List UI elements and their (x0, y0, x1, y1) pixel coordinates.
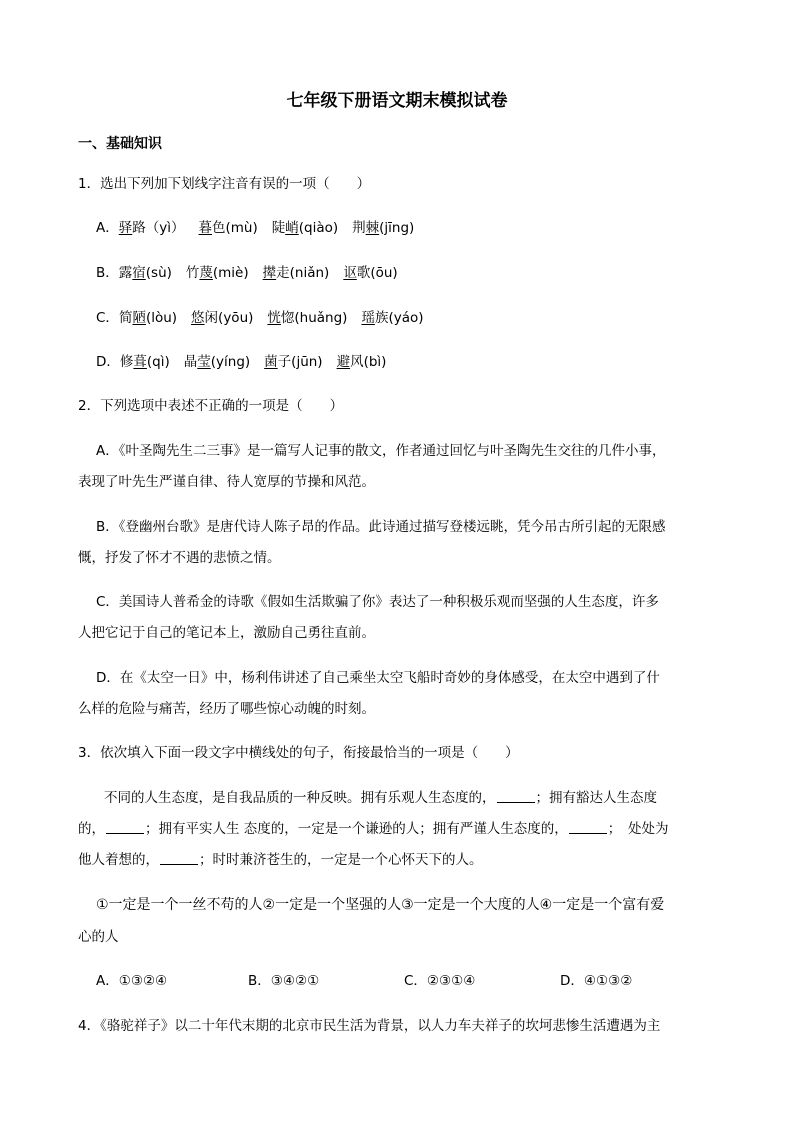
q3-option-a[interactable]: A．①③②④ (96, 973, 168, 989)
option-label: B． (96, 265, 119, 281)
pinyin: (yáo) (388, 310, 424, 326)
page-title: 七年级下册语文期末模拟试卷 (286, 91, 508, 111)
q1-option-a[interactable] (96, 218, 414, 238)
q3-option-d[interactable]: D．④①③② (560, 973, 633, 989)
word-char: 陡 (271, 220, 286, 236)
pinyin: (ōu) (370, 265, 398, 281)
pinyin: (niǎn) (289, 265, 330, 281)
q3-passage-line2 (78, 819, 669, 839)
q2-stem: 2．下列选项中表述不正确的一项是（ ） (78, 398, 344, 414)
passage-text: ；拥有豁达人生态度 (535, 790, 657, 806)
word-char: 瑶 (361, 310, 375, 326)
pinyin-item (119, 265, 172, 281)
word-char: 避 (336, 354, 351, 370)
q2-option-d-line1[interactable]: D．在《太空一日》中，杨利伟讲述了自己乘坐太空飞船时奇妙的身体感受，在太空中遇到了什 (96, 670, 660, 686)
pinyin-item (352, 220, 414, 236)
word-char: 子 (277, 354, 292, 370)
word-char: 竹 (185, 265, 200, 281)
pinyin: (bì) (363, 354, 387, 370)
pinyin-item (184, 354, 250, 370)
fill-blank-1[interactable] (497, 788, 535, 803)
fill-blank-4[interactable] (160, 850, 198, 865)
q2-option-c-line2: 人把它记于自己的笔记本上，激励自己勇往直前。 (78, 625, 375, 641)
pinyin-item (337, 354, 387, 370)
pinyin-item (199, 220, 258, 236)
option-label: D． (96, 354, 120, 370)
passage-text: ； 处处为 (607, 821, 669, 837)
pinyin: (huǎng) (294, 310, 348, 326)
pinyin: (sù) (145, 265, 172, 281)
q3-passage-line3 (78, 850, 483, 870)
q3-sentences-line2: 心的人 (78, 929, 119, 945)
pinyin: (qiào) (298, 220, 339, 236)
pinyin-item (263, 265, 330, 281)
word-char: 恍 (267, 310, 281, 326)
q2-option-a-line1[interactable]: A．《叶圣陶先生二三事》是一篇写人记事的散文，作者通过回忆与叶圣陶先生交往的几件小事， (96, 443, 666, 459)
passage-text: 不同的人生态度，是自我品质的一种反映。拥有乐观人生态度的， (104, 790, 496, 806)
pinyin: （yì） (145, 220, 185, 236)
word-char: 暮 (198, 220, 212, 236)
passage-text: ；拥有平实人生 态度的，一定是一个谦逊的人；拥有严谨人生态度的， (145, 821, 568, 837)
word-char: 棘 (365, 220, 380, 236)
q1-option-c[interactable] (96, 308, 424, 328)
q2-option-b-line2: 慨，抒发了怀才不遇的悲愤之情。 (78, 550, 281, 566)
word-char: 驿 (118, 220, 133, 236)
word-char: 悠 (191, 310, 205, 326)
pinyin-item (186, 265, 249, 281)
word-char: 风 (350, 354, 364, 370)
word-char: 葺 (133, 354, 147, 370)
pinyin-item (272, 220, 338, 236)
word-char: 露 (118, 265, 133, 281)
word-char: 族 (374, 310, 389, 326)
fill-blank-3[interactable] (569, 819, 607, 834)
word-char: 菌 (264, 354, 278, 370)
q3-sentences-line1: ①一定是一个一丝不苟的人②一定是一个坚强的人③一定是一个大度的人④一定是一个富有爱 (96, 897, 665, 913)
word-char: 惚 (280, 310, 295, 326)
pinyin-item (119, 310, 177, 326)
pinyin: (qì) (146, 354, 170, 370)
q1-option-d[interactable] (96, 352, 386, 372)
pinyin-item (264, 354, 322, 370)
pinyin-item (120, 354, 170, 370)
option-label: C． (96, 310, 119, 326)
q3-option-c[interactable]: C．②③①④ (404, 973, 476, 989)
word-char: 走 (276, 265, 290, 281)
word-char: 莹 (197, 354, 211, 370)
word-char: 蔑 (199, 265, 213, 281)
passage-text: 他人着想的， (78, 852, 159, 868)
word-char: 荆 (352, 220, 366, 236)
q3-option-b[interactable]: B．③④②① (248, 973, 320, 989)
passage-text: 的， (78, 821, 105, 837)
pinyin: (mù) (225, 220, 258, 236)
q2-option-c-line1[interactable]: C．美国诗人普希金的诗歌《假如生活欺骗了你》表达了一种积极乐观而坚强的人生态度，许多 (96, 594, 659, 610)
q1-stem: 1．选出下列加下划线字注音有误的一项（ ） (78, 176, 371, 192)
word-char: 讴 (343, 265, 357, 281)
word-char: 撵 (262, 265, 277, 281)
pinyin: (yōu) (218, 310, 254, 326)
passage-text: ；时时兼济苍生的，一定是一个心怀天下的人。 (199, 852, 483, 868)
q3-stem: 3．依次填入下面一段文字中横线处的句子，衔接最恰当的一项是（ ） (78, 745, 519, 761)
word-char: 陋 (132, 310, 146, 326)
pinyin-item (267, 310, 347, 326)
pinyin-item (191, 310, 253, 326)
q2-option-d-line2: 么样的危险与痛苦，经历了哪些惊心动魄的时刻。 (78, 701, 375, 717)
pinyin-item (361, 310, 423, 326)
pinyin: (lòu) (145, 310, 178, 326)
fill-blank-2[interactable] (106, 819, 144, 834)
pinyin-item (119, 220, 185, 236)
pinyin: (yíng) (210, 354, 251, 370)
q2-option-a-line2: 表现了叶先生严谨自律、待人宽厚的节操和风范。 (78, 474, 375, 490)
pinyin: (jūn) (291, 354, 323, 370)
pinyin: (miè) (212, 265, 249, 281)
q4-stem: 4．《骆驼祥子》以二十年代末期的北京市民生活为背景，以人力车夫祥子的坎坷悲惨生活遭遇为主 (78, 1018, 661, 1034)
q2-option-b-line1[interactable]: B．《登幽州台歌》是唐代诗人陈子昂的作品。此诗通过描写登楼远眺，凭今吊古所引起的无限感 (96, 519, 666, 535)
word-char: 简 (118, 310, 133, 326)
pinyin: (jīng) (379, 220, 415, 236)
q1-option-b[interactable] (96, 263, 398, 283)
word-char: 修 (119, 354, 134, 370)
section-heading: 一、基础知识 (78, 136, 162, 152)
word-char: 闲 (204, 310, 219, 326)
word-char: 歌 (356, 265, 371, 281)
option-label: A． (96, 220, 119, 236)
word-char: 宿 (132, 265, 146, 281)
word-char: 晶 (183, 354, 198, 370)
pinyin-item (343, 265, 397, 281)
word-char: 路 (132, 220, 146, 236)
q3-passage-line1 (104, 788, 657, 808)
word-char: 色 (212, 220, 226, 236)
word-char: 峭 (285, 220, 299, 236)
